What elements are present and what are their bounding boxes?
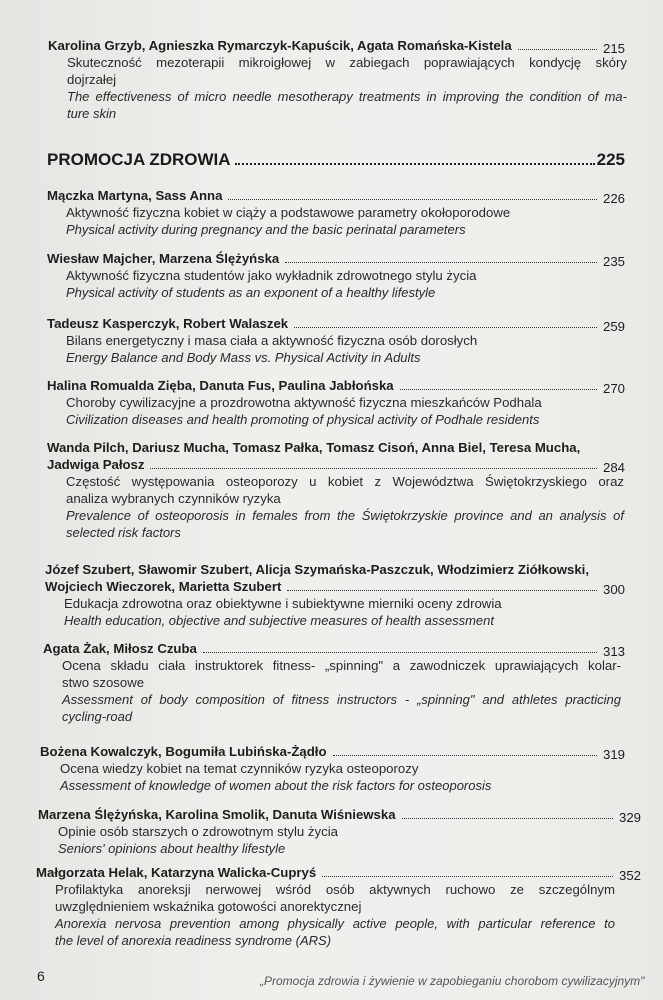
dot-leader xyxy=(287,590,597,591)
dot-leader xyxy=(333,755,597,756)
toc-entry-284[interactable] xyxy=(0,439,663,541)
entry-title-pl-line: Ocena wiedzy kobiet na temat czynników ryzyka osteoporozy xyxy=(60,761,419,776)
entry-page-number: 270 xyxy=(602,381,625,396)
section-heading[interactable] xyxy=(47,150,625,170)
entry-authors-row xyxy=(47,315,625,332)
dot-leader xyxy=(203,652,597,653)
toc-entry-352[interactable] xyxy=(0,864,663,949)
entry-authors-row xyxy=(38,806,641,823)
dot-leader xyxy=(322,876,613,877)
dot-leader xyxy=(228,199,597,200)
entry-authors-line: Józef Szubert, Sławomir Szubert, Alicja Szymańska-Paszczuk, Włodzimierz Ziółkowski, xyxy=(45,562,590,577)
entry-authors: Halina Romualda Zięba, Danuta Fus, Paulina Jabłońska xyxy=(47,378,394,393)
entry-page-number: 329 xyxy=(618,810,641,825)
entry-title-pl-line: Skuteczność mezoterapii mikroigłowej w zabiegach poprawiających kondycję skóry xyxy=(67,55,627,70)
entry-authors: Karolina Grzyb, Agnieszka Rymarczyk-Kapuścik, Agata Romańska-Kistela xyxy=(48,38,512,53)
section-page-number: 225 xyxy=(596,150,625,169)
entry-title-en-line: selected risk factors xyxy=(66,525,181,540)
toc-entry-300[interactable] xyxy=(0,561,663,629)
toc-entry-259[interactable] xyxy=(0,315,663,366)
entry-title-en-line: The effectiveness of micro needle mesotherapy treatments in improving the condition of ma- xyxy=(67,89,627,104)
entry-title-pl-line: Ocena składu ciała instruktorek fitness- „spinning" a zawodniczek uprawiających kolar- xyxy=(62,658,621,673)
entry-authors: Jadwiga Pałosz xyxy=(47,457,145,472)
entry-title-en-line: Prevalence of osteoporosis in females from the Świętokrzyskie province and an analysis of xyxy=(66,508,624,523)
entry-authors: Wojciech Wieczorek, Marietta Szubert xyxy=(45,579,282,594)
entry-title-en-line: Energy Balance and Body Mass vs. Physical Activity in Adults xyxy=(66,350,421,365)
entry-title-en-line: the level of anorexia readiness syndrome (ARS) xyxy=(55,933,332,948)
entry-page-number: 319 xyxy=(602,747,625,762)
entry-page-number: 259 xyxy=(602,319,625,334)
entry-title-en-line: Physical activity of students as an exponent of a healthy lifestyle xyxy=(66,285,436,300)
entry-title-pl-line: stwo szosowe xyxy=(62,675,145,690)
entry-authors: Agata Żak, Miłosz Czuba xyxy=(43,641,197,656)
toc-entry-313[interactable] xyxy=(0,640,663,725)
dot-leader xyxy=(294,327,597,328)
toc-entry-319[interactable] xyxy=(0,743,663,794)
entry-page-number: 300 xyxy=(602,582,625,597)
entry-authors: Tadeusz Kasperczyk, Robert Walaszek xyxy=(47,316,289,331)
entry-authors-row xyxy=(47,377,625,394)
entry-authors-row xyxy=(40,743,625,760)
toc-entry-270[interactable] xyxy=(0,377,663,428)
entry-title-pl-line: uwzględnieniem wskaźnika gotowości anorektycznej xyxy=(55,899,362,914)
entry-title-en-line: ture skin xyxy=(67,106,117,121)
entry-title-en-line: Seniors' opinions about healthy lifestyle xyxy=(58,841,286,856)
entry-authors-row xyxy=(47,250,625,267)
entry-authors-row xyxy=(45,578,625,595)
entry-title-pl-line: Bilans energetyczny i masa ciała a aktywność fizyczna osób dorosłych xyxy=(66,333,478,348)
toc-entry-329[interactable] xyxy=(0,806,663,857)
entry-authors: Mączka Martyna, Sass Anna xyxy=(47,188,223,203)
dot-leader xyxy=(402,818,613,819)
entry-page-number: 226 xyxy=(602,191,625,206)
entry-title-pl-line: dojrzałej xyxy=(67,72,117,87)
toc-entry-226[interactable] xyxy=(0,187,663,238)
entry-page-number: 215 xyxy=(602,41,625,56)
entry-authors-row xyxy=(36,864,641,881)
dot-leader xyxy=(285,262,597,263)
entry-title-pl-line: Aktywność fizyczna kobiet w ciąży a podstawowe parametry okołoporodowe xyxy=(66,205,511,220)
entry-authors: Bożena Kowalczyk, Bogumiła Lubińska-Żądło xyxy=(40,744,327,759)
entry-title-en-line: cycling-road xyxy=(62,709,133,724)
entry-authors-row xyxy=(47,187,625,204)
entry-title-pl-line: Edukacja zdrowotna oraz obiektywne i subiektywne mierniki oceny zdrowia xyxy=(64,596,502,611)
entry-page-number: 284 xyxy=(602,460,625,475)
dot-leader xyxy=(518,49,597,50)
entry-title-en-line: Assessment of knowledge of women about the risk factors for osteoporosis xyxy=(60,778,492,793)
entry-title-pl-line: Aktywność fizyczna studentów jako wykładnik zdrowotnego stylu życia xyxy=(66,268,477,283)
footer-page-number: 6 xyxy=(37,968,45,984)
dot-leader xyxy=(235,163,595,165)
entry-authors: Wiesław Majcher, Marzena Ślężyńska xyxy=(47,251,280,266)
entry-page-number: 352 xyxy=(618,868,641,883)
entry-page-number: 235 xyxy=(602,254,625,269)
entry-authors-row xyxy=(48,37,625,54)
entry-authors: Marzena Ślężyńska, Karolina Smolik, Danuta Wiśniewska xyxy=(38,807,396,822)
entry-title-pl-line: analiza wybranych czynników ryzyka xyxy=(66,491,281,506)
dot-leader xyxy=(400,389,597,390)
entry-title-pl-line: Opinie osób starszych o zdrowotnym stylu życia xyxy=(58,824,338,839)
section-title: PROMOCJA ZDROWIA xyxy=(47,150,231,169)
entry-page-number: 313 xyxy=(602,644,625,659)
entry-title-en-line: Assessment of body composition of fitness instructors - „spinning" and athletes practicing xyxy=(62,692,621,707)
toc-entry-215[interactable] xyxy=(0,37,663,122)
footer-running-title: „Promocja zdrowia i żywienie w zapobieganiu chorobom cywilizacyjnym" xyxy=(260,974,645,988)
entry-authors: Małgorzata Helak, Katarzyna Walicka-Cupryś xyxy=(36,865,317,880)
entry-title-en-line: Civilization diseases and health promoting of physical activity of Podhale residents xyxy=(66,412,540,427)
entry-title-pl-line: Częstość występowania osteoporozy u kobiet z Województwa Świętokrzyskiego oraz xyxy=(66,474,624,489)
toc-entry-235[interactable] xyxy=(0,250,663,301)
entry-title-en-line: Health education, objective and subjective measures of health assessment xyxy=(64,613,494,628)
entry-authors-row xyxy=(47,456,625,473)
entry-title-en-line: Physical activity during pregnancy and the basic perinatal parameters xyxy=(66,222,466,237)
entry-authors-row xyxy=(43,640,625,657)
dot-leader xyxy=(150,468,597,469)
entry-title-en-line: Anorexia nervosa prevention among physically active people, with particular reference to xyxy=(55,916,615,931)
entry-title-pl-line: Choroby cywilizacyjne a prozdrowotna aktywność fizyczna mieszkańców Podhala xyxy=(66,395,542,410)
entry-title-pl-line: Profilaktyka anoreksji nerwowej wśród osób aktywnych ruchowo ze szczególnym xyxy=(55,882,615,897)
entry-authors-line: Wanda Pilch, Dariusz Mucha, Tomasz Pałka, Tomasz Cisoń, Anna Biel, Teresa Mucha, xyxy=(47,440,581,455)
